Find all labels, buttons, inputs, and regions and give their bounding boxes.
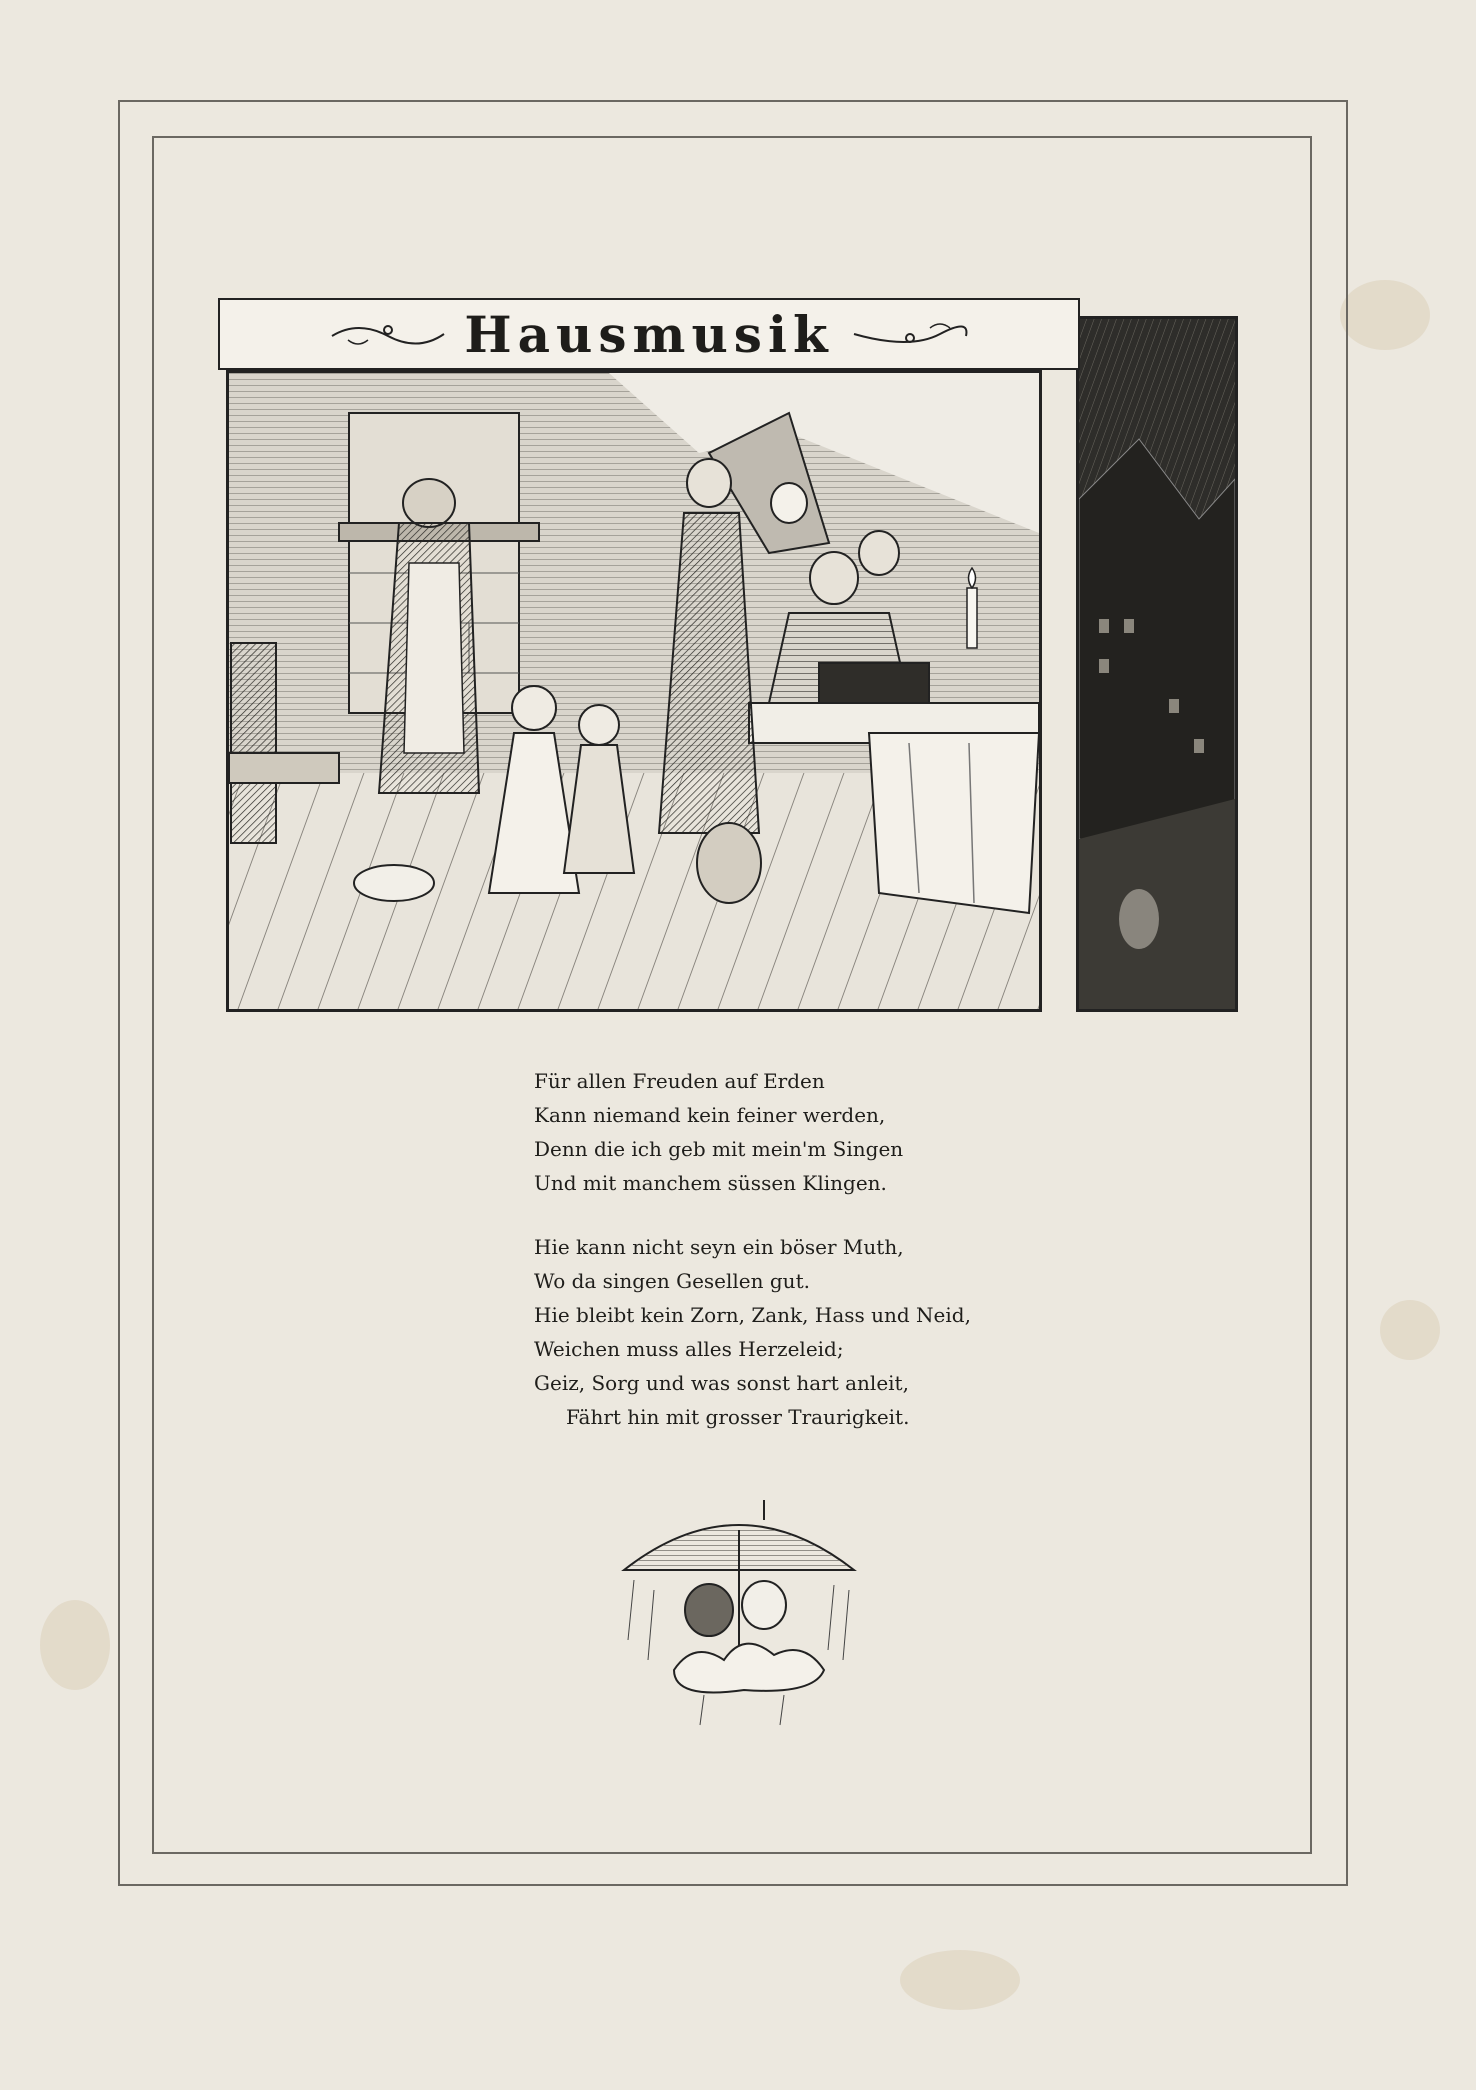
paper-stain xyxy=(40,1600,110,1690)
house-music-scene xyxy=(229,373,1039,1009)
poem-line: Denn die ich geb mit mein'm Singen xyxy=(534,1137,904,1161)
paper-stain xyxy=(1380,1300,1440,1360)
night-town-view xyxy=(1079,319,1235,1009)
poem-line: Weichen muss alles Herzeleid; xyxy=(534,1337,844,1361)
poem-line: Geiz, Sorg und was sonst hart anleit, xyxy=(534,1371,909,1395)
umbrella-children-vignette xyxy=(614,1490,864,1730)
poem xyxy=(534,1064,974,1464)
left-flourish-icon xyxy=(328,314,448,354)
paper-stain xyxy=(1340,280,1430,350)
paper-stain xyxy=(900,1950,1020,2010)
poem-line: Und mit manchem süssen Klingen. xyxy=(534,1171,887,1195)
engraving-illustration xyxy=(226,370,1042,1012)
poem-line: Wo da singen Gesellen gut. xyxy=(534,1269,810,1293)
right-flourish-icon xyxy=(850,314,970,354)
poem-line: Für allen Freuden auf Erden xyxy=(534,1069,825,1093)
stanza-1 xyxy=(534,1064,974,1200)
title-banner xyxy=(218,298,1080,370)
poem-line: Kann niemand kein feiner werden, xyxy=(534,1103,886,1127)
page-title: Hausmusik xyxy=(464,304,834,364)
stanza-2 xyxy=(534,1230,974,1434)
poem-line: Hie kann nicht seyn ein böser Muth, xyxy=(534,1235,904,1259)
poem-line: Hie bleibt kein Zorn, Zank, Hass und Neid, xyxy=(534,1303,971,1327)
side-night-scene xyxy=(1076,316,1238,1012)
poem-line: Fährt hin mit grosser Traurigkeit. xyxy=(566,1405,910,1429)
